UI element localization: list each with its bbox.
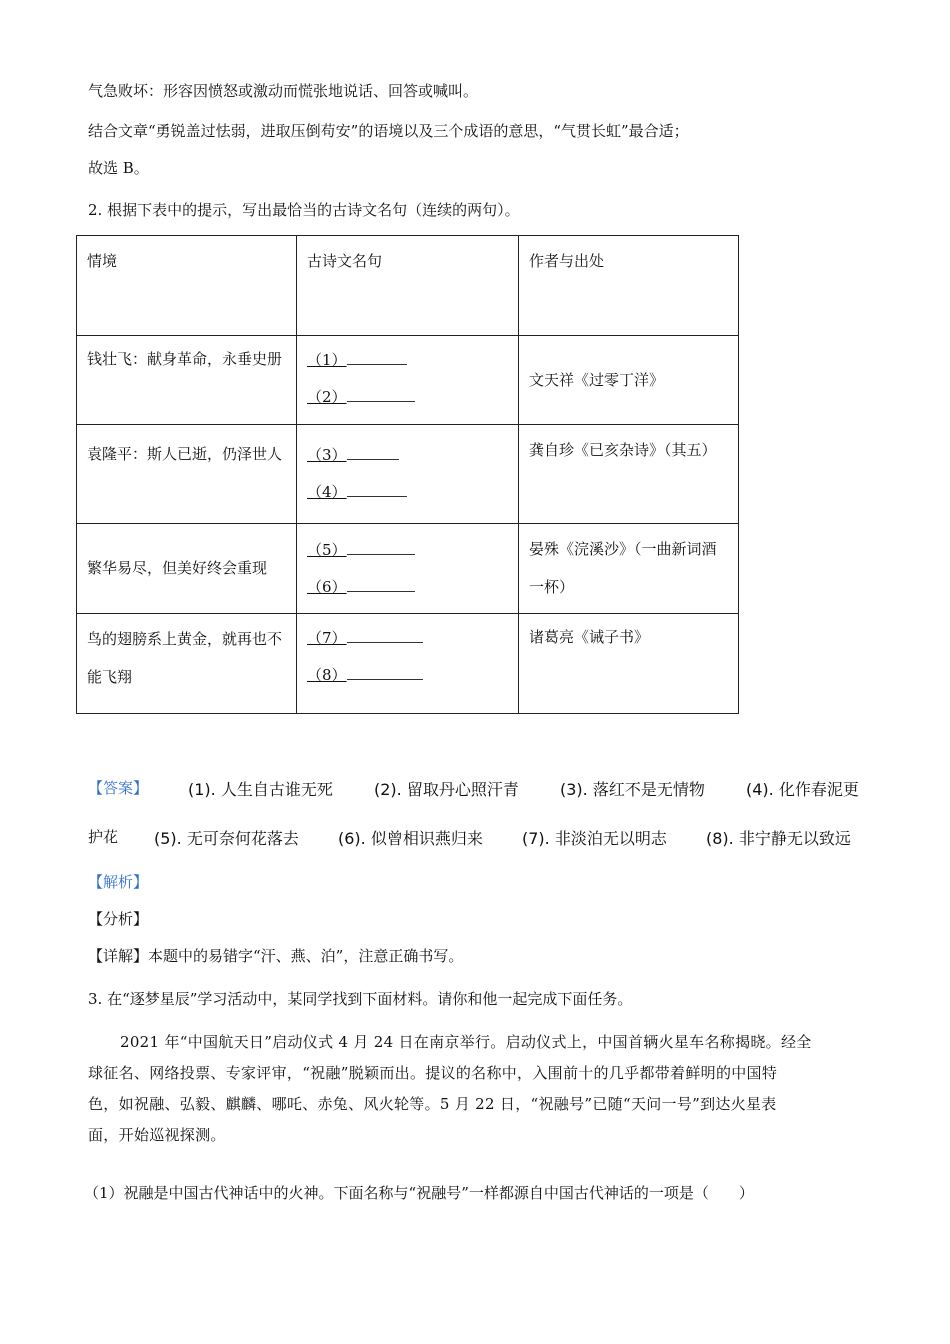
blank-1[interactable]: （1） xyxy=(307,342,407,379)
row-source: 诸葛亮《诫子书》 xyxy=(529,628,650,646)
answer-row-1 xyxy=(88,777,148,798)
row-source: 文天祥《过零丁洋》 xyxy=(529,371,665,389)
row-context: 钱壮飞：献身革命，永垂史册 xyxy=(87,350,283,368)
answer-item: 护花 xyxy=(88,828,119,846)
paragraph-line: 球征名、网络投票、专家评审，“祝融”脱颖而出。提议的名称中，入围前十的几乎都带着鲜明的中国特 xyxy=(88,1064,778,1082)
blank-3[interactable]: （3） xyxy=(307,437,399,474)
material-paragraph xyxy=(88,1027,868,1151)
row-source: 晏殊《浣溪沙》（一曲新词酒一杯） xyxy=(529,540,717,596)
header-context: 情境 xyxy=(87,252,118,270)
table-row xyxy=(77,336,739,425)
answer-item: (4). 化作春泥更 xyxy=(746,780,859,799)
answer-item: (3). 落红不是无情物 xyxy=(560,780,705,799)
analysis-sub: 【分析】 xyxy=(88,910,149,928)
answer-item: (8). 非宁静无以致远 xyxy=(706,829,851,848)
intro-line-3: 故选 B。 xyxy=(88,159,149,177)
intro-line-2: 结合文章“勇锐盖过怯弱，进取压倒苟安”的语境以及三个成语的意思，“气贯长虹”最合适； xyxy=(88,122,689,140)
analysis-detail: 【详解】本题中的易错字“汗、燕、泊”，注意正确书写。 xyxy=(88,947,464,965)
row-source: 龚自珍《已亥杂诗》（其五） xyxy=(529,441,717,459)
paragraph-line: 2021 年“中国航天日”启动仪式 4 月 24 日在南京举行。启动仪式上，中国首辆火星车名称揭晓。经全 xyxy=(120,1033,812,1051)
blank-5[interactable]: （5） xyxy=(307,532,415,569)
analysis-tag: 【解析】 xyxy=(88,873,149,891)
header-quote: 古诗文名句 xyxy=(307,252,383,270)
paragraph-line: 色，如祝融、弘毅、麒麟、哪吒、赤兔、风火轮等。5 月 22 日，“祝融号”已随“天问一号”到达火星表 xyxy=(88,1095,777,1113)
answer-item: (7). 非淡泊无以明志 xyxy=(522,829,667,848)
table-row xyxy=(77,425,739,524)
blank-4[interactable]: （4） xyxy=(307,474,407,511)
question-2-prompt: 2. 根据下表中的提示，写出最恰当的古诗文名句（连续的两句）。 xyxy=(88,201,520,219)
table-header-row xyxy=(77,236,739,336)
row-context: 繁华易尽，但美好终会重现 xyxy=(87,559,268,577)
blank-8[interactable]: （8） xyxy=(307,657,423,694)
paragraph-line: 面，开始巡视探测。 xyxy=(88,1126,226,1144)
row-context: 鸟的翅膀系上黄金，就再也不能飞翔 xyxy=(87,630,283,686)
blank-7[interactable]: （7） xyxy=(307,620,423,657)
intro-line-1: 气急败坏：形容因愤怒或激动而慌张地说话、回答或喊叫。 xyxy=(88,82,479,100)
answer-item: (2). 留取丹心照汗青 xyxy=(374,780,519,799)
answer-item: (5). 无可奈何花落去 xyxy=(154,829,299,848)
blank-6[interactable]: （6） xyxy=(307,569,415,606)
table-row xyxy=(77,614,739,714)
answer-item: (6). 似曾相识燕归来 xyxy=(338,829,483,848)
table-row xyxy=(77,524,739,614)
blank-2[interactable]: （2） xyxy=(307,379,415,416)
row-context: 袁隆平：斯人已逝，仍泽世人 xyxy=(87,445,283,463)
poem-table xyxy=(76,235,739,714)
question-3-prompt: 3. 在“逐梦星辰”学习活动中，某同学找到下面材料。请你和他一起完成下面任务。 xyxy=(88,990,633,1008)
header-source: 作者与出处 xyxy=(529,252,605,270)
answer-item: (1). 人生自古谁无死 xyxy=(188,780,333,799)
answer-tag: 【答案】 xyxy=(88,779,149,797)
question-3-sub-1: （1）祝融是中国古代神话中的火神。下面名称与“祝融号”一样都源自中国古代神话的一项是（ ） xyxy=(84,1184,754,1202)
